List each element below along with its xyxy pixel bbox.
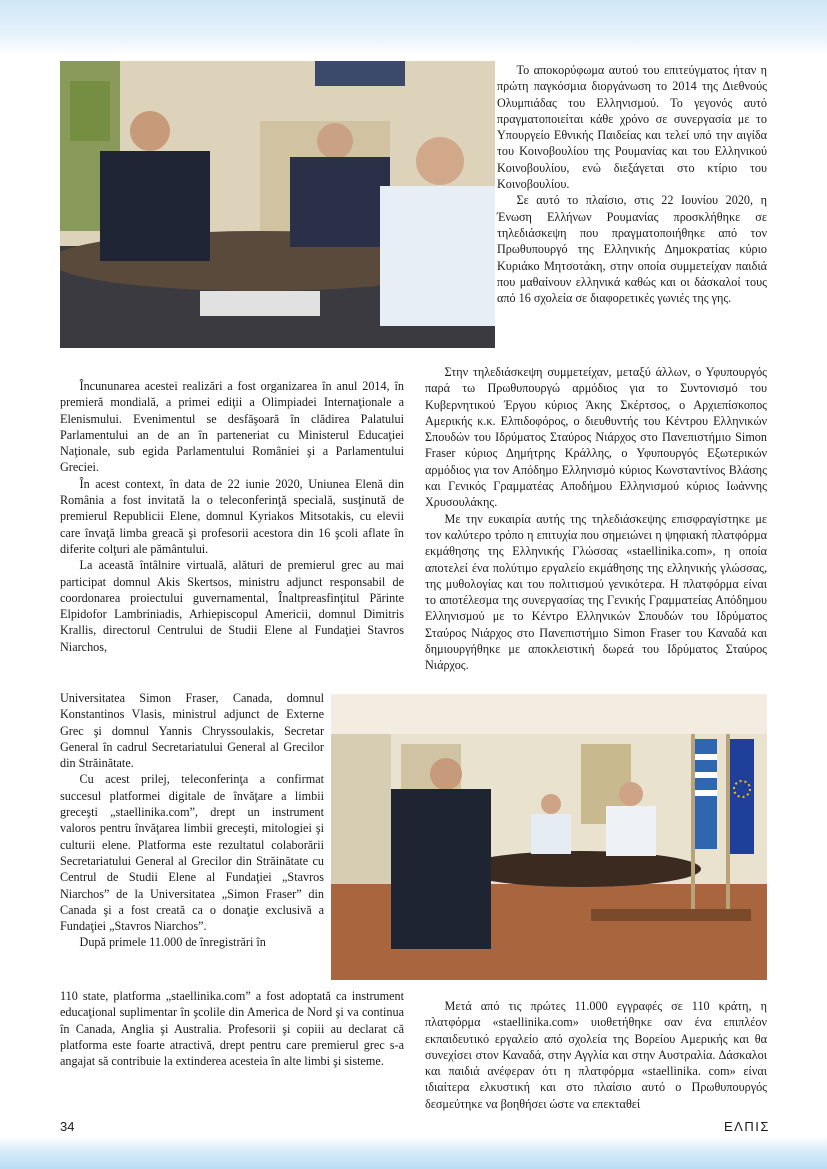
greek-paragraph: Με την ευκαιρία αυτής της τηλεδιάσκεψης επισφραγίστηκε με τον καλύτερο τρόπο η επιτυχία που σημειώνει η ψηφιακή πλατφόρμα εκμάθησης της Ελληνικής Γλώσσας «staellinika.com», η οποία αποτελεί ένα πολύτιμο εργαλείο εκμάθησης της ελληνικής γλώσσας, της μυθολογίας και του πολιτισμού γενικότερα. Η πλατφόρμα είναι το αποτέλεσμα της συνεργασίας της Γενικής Γραμματείας Απόδημου Ελληνισμού με το Κέντρο Ελληνικών Σπουδών του Ιδρύματος Σταύρος Νιάρχος στο Πανεπιστήμιο Simon Fraser του Καναδά και δημιουργήθηκε με αποκλειστική δωρεά του Ιδρύματος Σταύρος Νιάρχος. [425, 511, 767, 673]
meeting-photo [60, 61, 495, 348]
romanian-paragraph: După primele 11.000 de înregistrări în [79, 935, 266, 950]
romanian-text-middle [60, 690, 324, 951]
greek-text-bottom [425, 998, 767, 1112]
romanian-text-bottom [60, 988, 404, 1069]
greek-text-top [497, 62, 767, 306]
page-number: 34 [60, 1119, 75, 1134]
top-decorative-band [0, 0, 827, 56]
meeting-photo-illustration [60, 61, 495, 348]
romanian-paragraph: La această întâlnire virtuală, alături de premierul grec au mai participat domnul Akis Skertsos, ministru adjunct responsabil de coordonarea proiectului guvernamental, Înaltpreasfinţitul Părinte Elpidofor Lambriniadis, Arhiepiscopul Americii, domnul Dimitris Krallis, directorul Centrului de Studii Elene al Fundaţiei Stavros Niarchos, [60, 558, 404, 654]
magazine-name: ΕΛΠΙΣ [724, 1119, 770, 1134]
greek-paragraph: Το αποκορύφωμα αυτού του επιτεύγματος ήταν η πρώτη παγκόσμια διοργάνωση το 2014 της Διεθνούς Ολυμπιάδας του Ελληνισμού. Το γεγονός αυτό πραγματοποιείται κάθε χρόνο σε συνεργασία με το Υπουργείο Εθνικής Παιδείας και τελεί υπό την αιγίδα του Κοινοβουλίου της Ρουμανίας και του Ελληνικού Κοινοβουλίου, ενώ διεξάγεται στο κτίριο του Κοινοβουλίου. [497, 63, 767, 192]
conference-room-photo [331, 694, 767, 980]
conference-room-illustration [331, 694, 767, 980]
romanian-paragraph: În acest context, în data de 22 iunie 2020, Uniunea Elenă din România a fost invitată la o teleconferinţă specială, susţinută de premierul Republicii Elene, domnul Kyriakos Mitsotakis, cu elevii care învaţă limba greacă şi profesorii acestora din 16 şcoli aflate în diferite colţuri ale pământului. [60, 476, 404, 556]
greek-text-middle [425, 364, 767, 674]
greek-paragraph: Μετά από τις πρώτες 11.000 εγγραφές σε 110 κράτη, η πλατφόρμα «staellinika.com» υιοθετήθηκε σαν ένα επιπλέον εκπαιδευτικό εργαλείο από σχολεία της Βορείου Αμερικής και θα συνεχίσει στον Καναδά, στην Αγγλία και στην Αυστραλία. Δάσκαλοι και παιδιά ανέφεραν ότι η πλατφόρμα «staellinika. com» είναι ιδιαίτερα ελκυστική και στο πλαίσιο αυτό ο Πρωθυπουργός δεσμεύτηκε να βοηθήσει ώστε να επεκταθεί [425, 999, 767, 1111]
romanian-paragraph: Cu acest prilej, teleconferinţa a confirmat succesul platformei digitale de învăţare a limbii greceşti „staellinika.com”, drept un instrument valoros pentru învăţarea limbii greceşti, mitologiei şi culturii elene. Platforma este rezultatul colaborării Secretariatului General al Grecilor din Străinătate cu Centrul de Studii Elene al Fundaţiei „Stavros Niarchos” de la Universitatea „Simon Fraser” din Canada şi a fost creată ca o donaţie exclusivă a Fundaţiei „Stavros Niarchos”. [60, 772, 324, 934]
romanian-text-top [60, 378, 404, 655]
romanian-paragraph: 110 state, platforma „staellinika.com” a fost adoptată ca instrument educaţional suplimentar în şcolile din America de Nord şi va continua în Canada, Anglia şi Australia. Profesorii şi copiii au declarat că platforma este foarte atractivă, drept pentru care premierul grec s-a angajat să contribuie la extinderea acesteia în alte limbi şi sisteme. [60, 989, 404, 1069]
romanian-paragraph: Încununarea acestei realizări a fost organizarea în anul 2014, în premieră mondială, a primei ediţii a Olimpiadei Internaţionale a Elenismului. Evenimentul se desfăşoară în clădirea Palatului Parlamentului an de an în parteneriat cu Ministerul Educaţiei Naţionale, sub egida Parlamentului României şi a Parlamentului Greciei. [60, 379, 404, 475]
romanian-paragraph: Universitatea Simon Fraser, Canada, domnul Konstantinos Vlasis, ministrul adjunct de Externe Grec şi domnul Yannis Chryssoulakis, Secretar General în cadrul Secretariatului General al Grecilor din Străinătate. [60, 691, 324, 771]
greek-paragraph: Στην τηλεδιάσκεψη συμμετείχαν, μεταξύ άλλων, ο Υφυπουργός παρά τω Πρωθυπουργώ αρμόδιος για το Συντονισμό του Κυβερνητικού Έργου κύριος Άκης Σκέρτσος, ο Αρχιεπίσκοπος Αμερικής κ.κ. Ελπιδοφόρος, ο διευθυντής του Κέντρου Ελληνικών Σπουδών του Ιδρύματος Σταύρος Νιάρχος στο Πανεπιστήμιο Simon Fraser κύριος Δημήτρης Κράλλης, ο Υφυπουργός Εξωτερικών αρμόδιος για τον Απόδημο Ελληνισμό κύριος Κωνσταντίνος Βλάσης και Γενικός Γραμματέας Αποδήμου Ελληνισμού κύριος Ιωάννης Χρυσουλάκης. [425, 365, 767, 510]
bottom-decorative-band [0, 1136, 827, 1169]
greek-paragraph: Σε αυτό το πλαίσιο, στις 22 Ιουνίου 2020, η Ένωση Ελλήνων Ρουμανίας προσκλήθηκε σε τηλεδιάσκεψη που πραγματοποιήθηκε από τον Πρωθυπουργό της Ελληνικής Δημοκρατίας κύριο Κυριάκο Μητσοτάκη, στην οποία συμμετείχαν παιδιά που μαθαίνουν ελληνικά καθώς και οι δάσκαλοί τους από 16 σχολεία σε διαφορετικές γωνιές της γης. [497, 193, 767, 306]
